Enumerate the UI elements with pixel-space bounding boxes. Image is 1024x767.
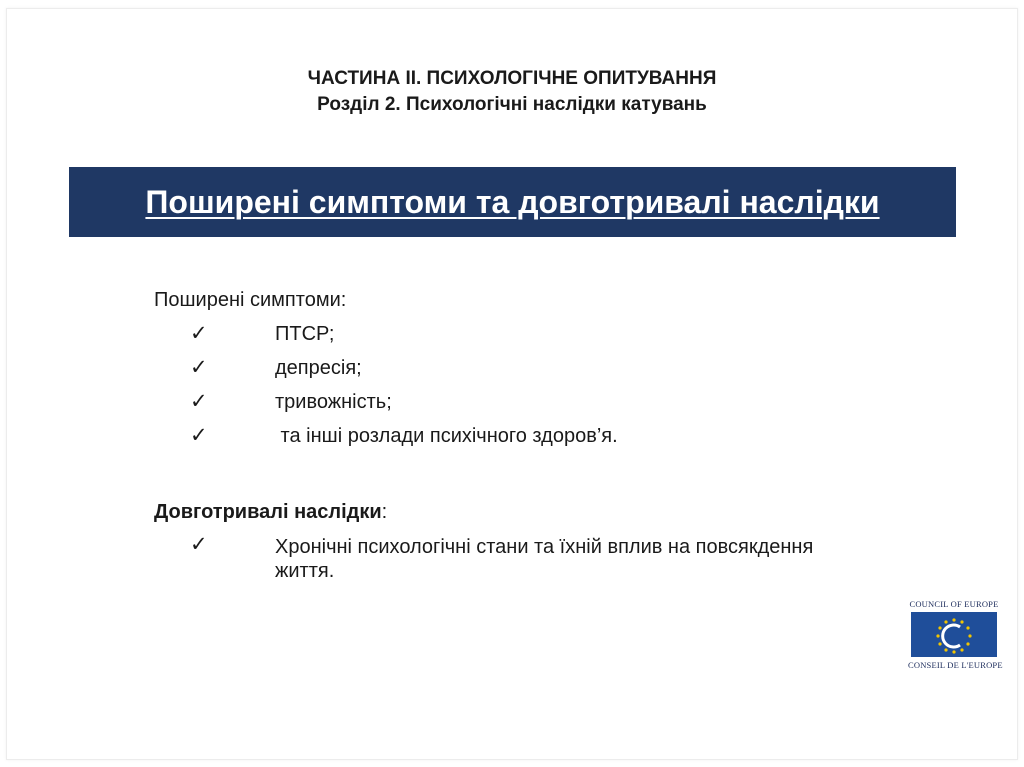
title-band — [69, 167, 956, 237]
slide-content — [154, 283, 854, 583]
list-item — [154, 419, 854, 453]
header-part-title: ЧАСТИНА ІІ. ПСИХОЛОГІЧНЕ ОПИТУВАННЯ — [307, 68, 717, 89]
list-item-text: тривожність; — [275, 391, 392, 413]
symptoms-heading: Поширені симптоми: — [154, 289, 347, 311]
section-spacer — [154, 453, 854, 495]
header-section-title: Розділ 2. Психологічні наслідки катувань — [317, 94, 707, 115]
list-item — [154, 351, 854, 385]
council-of-europe-logo — [908, 599, 1003, 670]
logo-emblem — [911, 612, 997, 657]
list-item-text: та інші розлади психічного здоров’я. — [275, 425, 618, 447]
check-mark-icon: ✓ — [190, 533, 208, 556]
list-item — [154, 529, 854, 583]
list-item — [154, 317, 854, 351]
consequences-heading — [154, 495, 854, 529]
stars-emblem-icon — [924, 615, 984, 655]
list-item — [154, 385, 854, 419]
consequences-heading-colon: : — [381, 501, 388, 523]
check-mark-icon: ✓ — [190, 390, 208, 413]
consequences-list — [154, 529, 854, 583]
list-item-text: Хронічні психологічні стани та їхній вплив на повсякдення життя. — [275, 536, 814, 582]
check-mark-icon: ✓ — [190, 322, 208, 345]
slide-title: Поширені симптоми та довготривалі наслідки — [145, 183, 880, 220]
logo-top-text: COUNCIL OF EUROPE — [909, 599, 999, 609]
slide-header — [0, 66, 1024, 118]
list-item-text: ПТСР; — [275, 323, 335, 345]
consequences-heading-text: Довготривалі наслідки — [154, 501, 382, 523]
list-item-text: депресія; — [275, 357, 362, 379]
check-mark-icon: ✓ — [190, 356, 208, 379]
symptoms-list — [154, 317, 854, 453]
logo-bottom-text: CONSEIL DE L'EUROPE — [908, 660, 1003, 670]
check-mark-icon: ✓ — [190, 424, 208, 447]
